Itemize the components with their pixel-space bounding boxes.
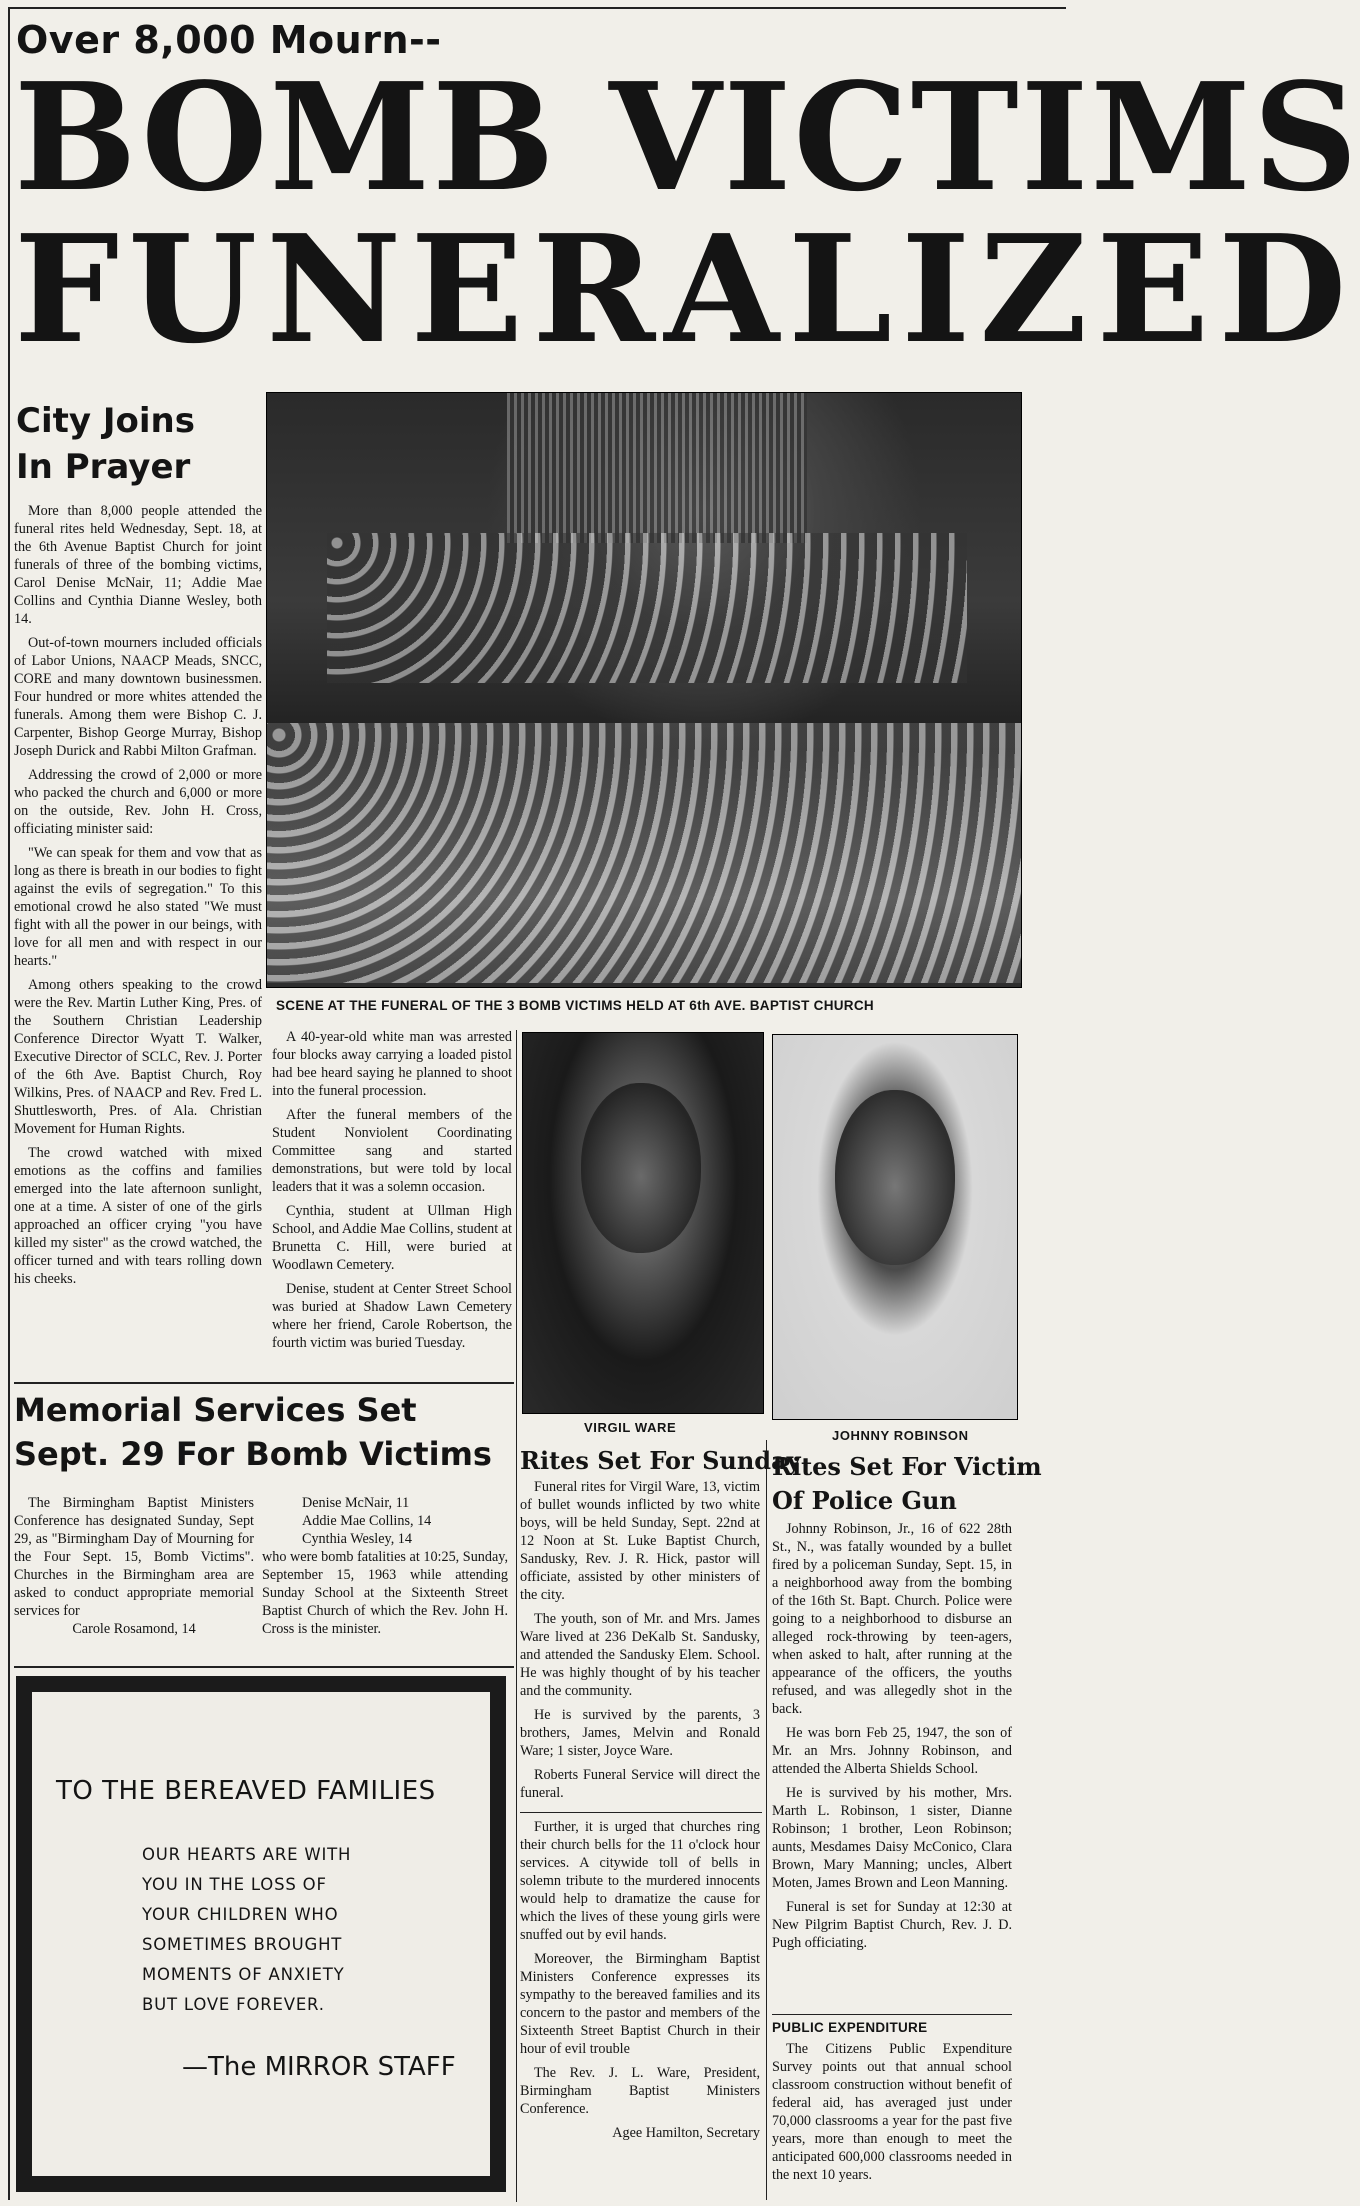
- ad-line: YOUR CHILDREN WHO: [142, 1905, 339, 1924]
- virgil-ware-caption: VIRGIL WARE: [584, 1420, 677, 1435]
- organ-pipes: [507, 393, 807, 543]
- ad-signature: —The MIRROR STAFF: [182, 2052, 456, 2082]
- robinson-story: [772, 1520, 1012, 1958]
- column-rule: [766, 1440, 767, 2200]
- lead-paragraph: Among others speaking to the crowd were the Rev. Martin Luther King, Pres. of the Southern Christian Leadership Conference Director Wyatt T. Walker, Executive Director of SCLC, Rev. J. Porter of the 6th Ave. Baptist Church, Roy Wilkins, Pres. of NAACP and Rev. Fred L. Shuttlesworth, Pres. of Ala. Christian Movement for Human Rights.: [14, 977, 262, 1137]
- robinson-paragraph: Johnny Robinson, Jr., 16 of 622 28th St., N., was fatally wounded by a bullet fired by a policeman Sunday, Sept. 15, in a neighborhood away from the bombing of the 16th St. Bapt. Church. Police were going to a neighborhood to disburse an alleged rock-throwing by teen-agers, when asked to halt, after running at the appearance of the officers, the youths refused, and was allegedly shot in the back.: [772, 1521, 1012, 1717]
- ad-body: [142, 1840, 351, 2020]
- column-rule: [516, 1030, 517, 2202]
- lead-story: [14, 502, 262, 1294]
- lead-title-2: In Prayer: [16, 447, 191, 487]
- condolence-ad: [16, 1676, 506, 2192]
- memorial-text: who were bomb fatalities at 10:25, Sunday, September 15, 1963 while attending Sunday School at the Sixteenth Street Baptist Church of which the Rev. John H. Cross is the minister.: [262, 1549, 508, 1637]
- lead-paragraph: Addressing the crowd of 2,000 or more who packed the church and 6,000 or more on the outside, Rev. John H. Cross, officiating minister said:: [14, 767, 262, 837]
- headline-line-2: FUNERALIZED: [14, 202, 1356, 376]
- further-paragraph: Moreover, the Birmingham Baptist Ministers Conference expresses its sympathy to the bereaved families and its concern to the pastor and members of the Sixteenth Street Baptist Church in their hour of evil trouble: [520, 1951, 760, 2057]
- middle-paragraph: After the funeral members of the Student Nonviolent Coordinating Committee sang and started demonstrations, but were told by local leaders that it was a solemn occasion.: [272, 1107, 512, 1195]
- expenditure-text: The Citizens Public Expenditure Survey points out that annual school classroom construction without benefit of federal aid, has averaged just under 70,000 classrooms a year for the past five years, more than enough to meet the anticipated 600,000 classrooms needed in the next 10 years.: [772, 2041, 1012, 2183]
- photo-caption: SCENE AT THE FUNERAL OF THE 3 BOMB VICTIMS HELD AT 6th AVE. BAPTIST CHURCH: [276, 998, 874, 1013]
- ware-title: Rites Set For Sunday: [520, 1446, 801, 1475]
- ware-paragraph: Roberts Funeral Service will direct the funeral.: [520, 1767, 760, 1801]
- middle-paragraph: A 40-year-old white man was arrested four blocks away carrying a loaded pistol had bee heard saying he planned to shoot into the funeral procession.: [272, 1029, 512, 1099]
- lead-paragraph: The crowd watched with mixed emotions as the coffins and families emerged into the late afternoon sunlight, one at a time. A sister of one of the girls approached an officer crying "you have killed my sister" as the crowd watched, the officer turned and with tears rolling down his cheeks.: [14, 1145, 262, 1287]
- robinson-paragraph: He is survived by his mother, Mrs. Marth L. Robinson, 1 sister, Dianne Robinson; 1 brother, Leon Robinson; aunts, Mesdames Daisy McConico, Clara Brown, Mary Manning; uncles, Albert Moten, James Brown and Leon Manning.: [772, 1785, 1012, 1891]
- memorial-victim: Cynthia Wesley, 14: [302, 1531, 412, 1547]
- ware-paragraph: The youth, son of Mr. and Mrs. James Ware lived at 236 DeKalb St. Sandusky, and attended the Sandusky Elem. School. He was highly thought of by his teacher and the community.: [520, 1611, 760, 1699]
- robinson-paragraph: Funeral is set for Sunday at 12:30 at New Pilgrim Baptist Church, Rev. J. D. Pugh officiating.: [772, 1899, 1012, 1951]
- ware-story: [520, 1478, 760, 1808]
- memorial-title-2: Sept. 29 For Bomb Victims: [14, 1435, 492, 1473]
- johnny-robinson-photo: [772, 1034, 1018, 1420]
- virgil-ware-photo: [522, 1032, 764, 1414]
- section-rule: [14, 1666, 514, 1668]
- floral-arrangements: [267, 723, 1021, 983]
- memorial-victim: Denise McNair, 11: [302, 1495, 410, 1511]
- lead-paragraph: Out-of-town mourners included officials of Labor Unions, NAACP Meads, SNCC, CORE and many downtown businessmen. Four hundred or more whites attended the funerals. Among them were Bishop C. J. Carpenter, Bishop George Murray, Bishop Joseph Durick and Rabbi Milton Grafman.: [14, 635, 262, 759]
- middle-story: [272, 1028, 512, 1358]
- ad-line: SOMETIMES BROUGHT: [142, 1935, 343, 1954]
- lead-title-1: City Joins: [16, 401, 195, 441]
- further-paragraph: The Rev. J. L. Ware, President, Birmingham Baptist Ministers Conference.: [520, 2065, 760, 2117]
- robinson-title-2: Of Police Gun: [772, 1486, 957, 1515]
- memorial-victim: Carole Rosamond, 14: [72, 1621, 196, 1637]
- further-paragraph: Further, it is urged that churches ring their church bells for the 11 o'clock hour services. A citywide toll of bells in solemn tribute to the murdered innocents would help to dramatize the cause for which the lives of these young girls were snuffed out by evil hands.: [520, 1819, 760, 1943]
- ware-paragraph: Funeral rites for Virgil Ware, 13, victim of bullet wounds inflicted by two white boys, will be held Sunday, Sept. 22nd at 12 Noon at St. Luke Baptist Church, Sandusky, Rev. J. R. Hick, pastor will officiate, assisted by other ministers of the city.: [520, 1479, 760, 1603]
- memorial-text: The Birmingham Baptist Ministers Conference has designated Sunday, Sept 29, as "Birmingham Day of Mourning for the Four Sept. 15, Bomb Victims". Churches in the Birmingham area are asked to conduct appropriate memorial services for: [14, 1495, 254, 1619]
- memorial-col-1: [14, 1494, 254, 1638]
- lead-paragraph: "We can speak for them and vow that as long as there is breath in our bodies to fight against the evils of segregation." To this emotional crowd he also stated "We must fight with all the power in our beings, with love for all men and with respect in our hearts.": [14, 845, 262, 969]
- ad-line: OUR HEARTS ARE WITH: [142, 1845, 352, 1864]
- left-border: [8, 8, 10, 2200]
- funeral-scene-photo: [266, 392, 1022, 988]
- memorial-title-1: Memorial Services Set: [14, 1391, 417, 1429]
- robinson-paragraph: He was born Feb 25, 1947, the son of Mr. an Mrs. Johnny Robinson, and attended the Alberta Shields School.: [772, 1725, 1012, 1777]
- section-rule: [520, 1812, 762, 1813]
- robinson-title-1: Rites Set For Victim: [772, 1452, 1042, 1481]
- memorial-col-2: [262, 1494, 508, 1638]
- ad-line: YOU IN THE LOSS OF: [142, 1875, 327, 1894]
- headline-line-1: BOMB VICTIMS: [14, 50, 1360, 224]
- ware-paragraph: He is survived by the parents, 3 brothers, James, Melvin and Ronald Ware; 1 sister, Joyce Ware.: [520, 1707, 760, 1759]
- ad-title: TO THE BEREAVED FAMILIES: [56, 1776, 436, 1806]
- middle-paragraph: Denise, student at Center Street School was buried at Shadow Lawn Cemetery where her friend, Carole Robertson, the fourth victim was buried Tuesday.: [272, 1281, 512, 1351]
- ad-line: MOMENTS OF ANXIETY: [142, 1965, 345, 1984]
- johnny-robinson-caption: JOHNNY ROBINSON: [832, 1428, 969, 1443]
- section-rule: [14, 1382, 514, 1384]
- memorial-victim: Addie Mae Collins, 14: [302, 1513, 432, 1529]
- kicker: Over 8,000 Mourn--: [16, 18, 442, 62]
- top-rule: [8, 7, 1066, 9]
- further-story: [520, 1818, 760, 2142]
- lead-paragraph: More than 8,000 people attended the funeral rites held Wednesday, Sept. 18, at the 6th Avenue Baptist Church for joint funerals of three of the bombing victims, Carol Denise McNair, 11; Addie Mae Collins and Cynthia Dianne Wesley, both 14.: [14, 503, 262, 627]
- section-rule: [772, 2014, 1012, 2015]
- middle-paragraph: Cynthia, student at Ullman High School, and Addie Mae Collins, student at Brunetta C. Hill, were buried at Woodlawn Cemetery.: [272, 1203, 512, 1273]
- ad-line: BUT LOVE FOREVER.: [142, 1995, 325, 2014]
- further-signoff: Agee Hamilton, Secretary: [612, 2125, 760, 2141]
- expenditure-title: PUBLIC EXPENDITURE: [772, 2020, 928, 2035]
- choir-rows: [327, 533, 967, 683]
